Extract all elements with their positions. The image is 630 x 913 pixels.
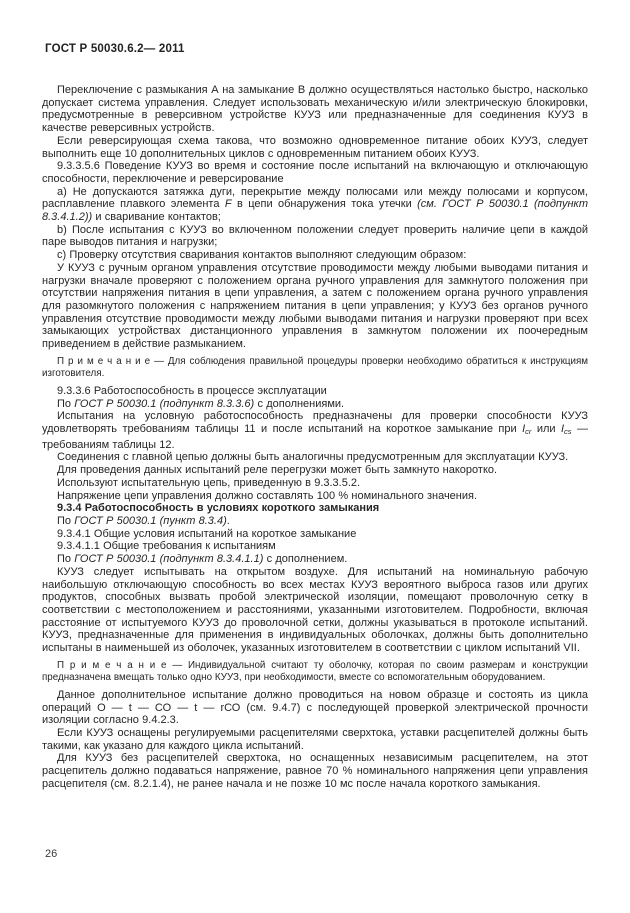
paragraph xyxy=(42,224,588,249)
note-paragraph xyxy=(42,660,588,684)
text-segment: 9.3.3.6 Работоспособность в процессе эксплуатации xyxy=(57,384,327,397)
paragraph xyxy=(42,752,588,790)
text-segment: Используют испытательную цепь, приведенную в 9.3.3.5.2. xyxy=(57,476,361,489)
text-segment: I xyxy=(560,423,565,436)
text-segment: КУУЗ следует испытывать на открытом воздухе. Для испытаний на номинальную рабочую наибольшую отключающую способность во всех местах КУУЗ вероятного выброса газов или других продуктов, способных вызвать пробой электрической изоляции, помещают проволочную сетку в соответствии с местоположением и расстояниями, указанными изготовителем. Подробности, включая расстояние от испытуемого КУУЗ до проволочной сетки, должны указываться в протоколе испытаний. КУУЗ, предназначенные для применения в индивидуальных оболочках, должны быть дополнительно испытаны в наименьшей из оболочек, указанных изготовителем в соответствии с циклом испытаний VII. xyxy=(42,565,588,655)
paragraph xyxy=(42,262,588,351)
text-segment: b) После испытания с КУУЗ во включенном положении следует проверить наличие цепи в каждой паре выводов питания и нагрузки; xyxy=(42,223,588,249)
text-segment: c) Проверку отсутствия сваривания контактов выполняют следующим образом: xyxy=(57,249,467,262)
paragraph xyxy=(42,410,588,451)
paragraph xyxy=(42,464,588,477)
text-segment: cr xyxy=(525,427,532,437)
text-segment: По xyxy=(57,553,75,566)
text-segment: Для КУУЗ без расцепителей сверхтока, но оснащенных независимым расцепителем, на этот расцепитель должно подаваться напряжение, равное 70 % номинального напряжения цепи управления расцепителя (см. 8.2.1.4), не ранее начала и не позже 10 мс после начала короткого замыкания. xyxy=(42,752,588,790)
text-segment: cs xyxy=(564,427,572,437)
paragraph xyxy=(42,249,588,262)
text-segment: П р и м е ч а н и е — Для соблюдения правильной процедуры проверки необходимо обратиться к инструкциям изготовителя. xyxy=(42,355,588,379)
text-segment: 9.3.4.1.1 Общие требования к испытаниям xyxy=(57,540,276,553)
paragraph xyxy=(42,540,588,553)
paragraph xyxy=(42,528,588,541)
text-segment: — требованиям таблицы 12. xyxy=(42,423,588,451)
paragraph xyxy=(42,398,588,411)
text-segment: ГОСТ Р 50030.1 (подпункт 8.3.4.1.1) xyxy=(74,553,264,566)
paragraph xyxy=(42,160,588,185)
text-segment: I xyxy=(522,423,526,436)
text-segment: или xyxy=(531,423,561,436)
text-segment: Если реверсирующая схема такова, что возможно одновременное питание обоих КУУЗ, следует выполнить еще 10 дополнительных циклов с одновременным питанием обоих КУУЗ. xyxy=(42,134,588,160)
text-segment: ГОСТ Р 50030.1 (пункт 8.3.4) xyxy=(74,514,227,527)
text-segment: 9.3.3.5.6 Поведение КУУЗ во время и состояние после испытаний на включающую и отключающую способности, переключение и реверсирование xyxy=(42,160,588,185)
paragraph xyxy=(42,186,588,224)
text-segment: Напряжение цепи управления должно составлять 100 % номинального значения. xyxy=(57,489,478,502)
paragraph xyxy=(42,689,588,727)
text-segment: Переключение с размыкания А на замыкание В должно осуществляться настолько быстро, насколько допускает система управления. Следует использовать механическую и/или электрическую блокировки, предусмотренные в реверсивном устройстве КУУЗ или предназначенные для соединения КУУЗ в качестве реверсивных устройств. xyxy=(42,84,588,135)
page-number: 26 xyxy=(45,848,58,860)
paragraph xyxy=(42,451,588,464)
text-segment: Для проведения данных испытаний реле перегрузки может быть замкнуто накоротко. xyxy=(57,464,498,477)
paragraph xyxy=(42,135,588,160)
text-segment: с дополнением. xyxy=(263,553,348,566)
text-segment: 9.3.4 Работоспособность в условиях короткого замыкания xyxy=(57,502,380,515)
text-segment: . xyxy=(226,514,230,527)
text-segment: Данное дополнительное испытание должно проводиться на новом образце и состоять из цикла операций О — t — СО — t — rСО (см. 9.4.7) с последующей проверкой электрической прочности изоляции согласно 9.4.2.3. xyxy=(42,688,588,727)
paragraph xyxy=(42,477,588,490)
text-segment: с дополнениями. xyxy=(254,397,345,410)
text-segment: П р и м е ч а н и е — Индивидуальной считают ту оболочку, которая по своим размерам и конструкции предназначена вмещать только одно КУУЗ, при необходимости, вместе со вспомогательным оборудованием. xyxy=(42,659,588,683)
text-segment: 9.3.4.1 Общие условия испытаний на короткое замыкание xyxy=(57,527,357,540)
text-segment: По xyxy=(57,514,75,527)
paragraph xyxy=(42,84,588,135)
text-segment: a) Не допускаются затяжка дуги, перекрытие между полюсами или между полюсами и корпусом, расплавление плавкого элемента xyxy=(42,185,588,211)
document-body xyxy=(42,84,588,791)
section-heading xyxy=(42,502,588,515)
paragraph xyxy=(42,385,588,398)
paragraph xyxy=(42,727,588,752)
text-segment: Испытания на условную работоспособность предназначены для проверки способности КУУЗ удовлетворять требованиям таблицы 11 и после испытаний на короткое замыкание при xyxy=(42,410,588,436)
text-segment: F xyxy=(224,198,232,211)
paragraph xyxy=(42,566,588,655)
text-segment: (см. ГОСТ Р 50030.1 (подпункт 8.3.4.1.2)) xyxy=(42,198,589,224)
text-segment: Если КУУЗ оснащены регулируемыми расцепителями сверхтока, уставки расцепителей должны быть такими, как указано для каждого цикла испытаний. xyxy=(42,727,588,752)
text-segment: По xyxy=(57,397,75,410)
document-header: ГОСТ Р 50030.6.2— 2011 xyxy=(45,43,185,55)
paragraph xyxy=(42,490,588,503)
paragraph xyxy=(42,515,588,528)
text-segment: У КУУЗ с ручным органом управления отсутствие проводимости между любыми выводами питания и нагрузки вначале проверяют с положением органа ручного управления для замкнутого положения при отсутствии напряжения питания в цепи управления, а затем с положением органа ручного управления для разомкнутого положения с напряжением питания в цепи управления; у КУУЗ без органов ручного управления отсутствие проводимости между любыми выводами питания и нагрузки проверяют при всех замыкающих устройствах дистанционного управления в замкнутом положении их поочередным приведением в действие размыканием. xyxy=(42,261,588,351)
text-segment: Соединения с главной цепью должны быть аналогичны предусмотренным для эксплуатации КУУЗ. xyxy=(57,451,569,464)
text-segment: ГОСТ Р 50030.1 (подпункт 8.3.3.6) xyxy=(74,397,255,410)
paragraph xyxy=(42,553,588,566)
note-paragraph xyxy=(42,356,588,380)
text-segment: и сваривание контактов; xyxy=(92,211,221,224)
text-segment: в цепи обнаружения тока утечки xyxy=(231,198,418,211)
